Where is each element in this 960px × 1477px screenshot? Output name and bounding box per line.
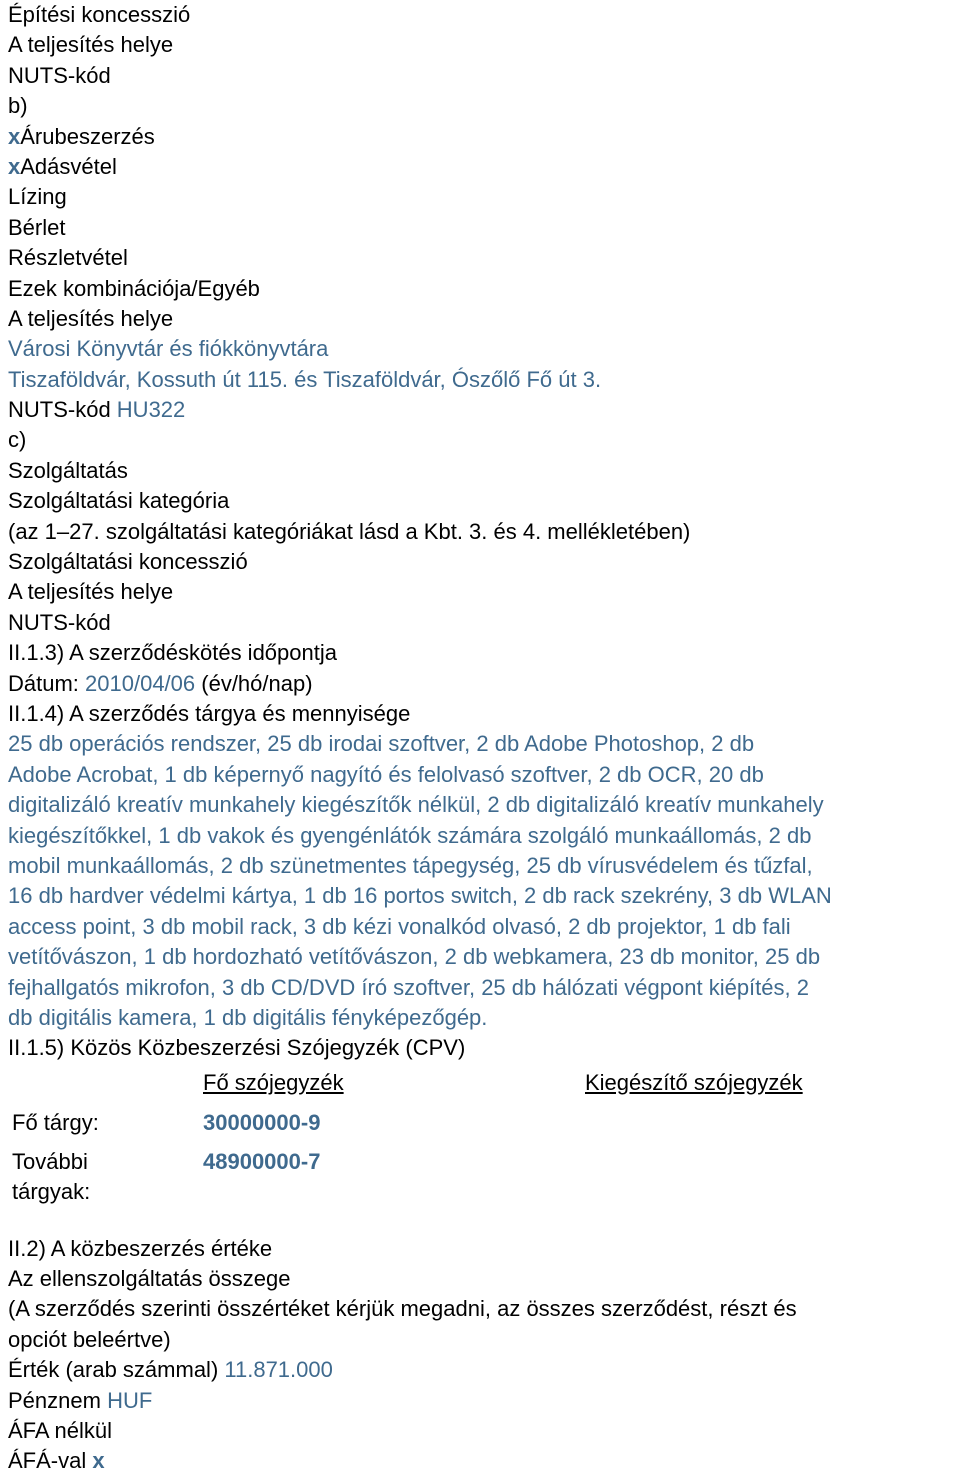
text-line: c) — [8, 427, 27, 453]
check-mark: x — [8, 123, 21, 149]
date-value: 2010/04/06 — [85, 670, 196, 696]
nuts-line — [8, 395, 960, 425]
vat-with-label: ÁFÁ-val — [8, 1448, 93, 1474]
location-line: Tiszaföldvár, Kossuth út 115. és Tiszaföldvár, Ószőlő Fő út 3. — [8, 366, 602, 392]
cpv-table — [8, 1064, 960, 1234]
checked-item — [8, 152, 960, 182]
text-line: A teljesítés helye — [8, 305, 174, 331]
date-label: Dátum: — [8, 670, 86, 696]
amount-line — [8, 1355, 960, 1385]
cpv-main-label: Fő tárgy: — [12, 1109, 99, 1135]
section-heading: II.2) A közbeszerzés értéke — [8, 1235, 273, 1261]
location-line: Városi Könyvtár és fiókkönyvtára — [8, 336, 329, 362]
text-line: NUTS-kód — [8, 62, 111, 88]
text-line: Szolgáltatás — [8, 457, 128, 483]
text-line: Az ellenszolgáltatás összege — [8, 1266, 291, 1292]
check-mark: x — [92, 1448, 105, 1474]
subject-description — [8, 729, 958, 1033]
check-mark: x — [8, 153, 21, 179]
text-line: Lízing — [8, 184, 67, 210]
subject-line: access point, 3 db mobil rack, 3 db kézi vonalkód olvasó, 2 db projektor, 1 db fali — [8, 913, 791, 939]
currency-label: Pénznem — [8, 1387, 108, 1413]
subject-line: db digitális kamera, 1 db digitális fényképezőgép. — [8, 1004, 488, 1030]
text-line: opciót beleértve) — [8, 1326, 171, 1352]
text-line: NUTS-kód — [8, 609, 111, 635]
vat-line — [8, 1446, 960, 1476]
cpv-more-label: További — [12, 1148, 88, 1174]
cpv-more-code: 48900000-7 — [203, 1148, 321, 1174]
cpv-more-label: tárgyak: — [12, 1178, 91, 1204]
section-heading: II.1.3) A szerződéskötés időpontja — [8, 640, 337, 666]
text-line: Szolgáltatási kategória — [8, 488, 230, 514]
text-line: ÁFA nélkül — [8, 1418, 112, 1444]
text-line: (A szerződés szerinti összértéket kérjük megadni, az összes szerződést, részt és — [8, 1296, 797, 1322]
text-line: A teljesítés helye — [8, 579, 174, 605]
subject-line: fejhallgatós mikrofon, 3 db CD/DVD író szoftver, 25 db hálózati végpont kiépítés, 2 — [8, 974, 809, 1000]
checked-item-label: Adásvétel — [20, 153, 117, 179]
text-line: Építési koncesszió — [8, 2, 191, 27]
text-line: Részletvétel — [8, 245, 128, 271]
text-line: Szolgáltatási koncesszió — [8, 549, 248, 575]
subject-line: Adobe Acrobat, 1 db képernyő nagyító és felolvasó szoftver, 2 db OCR, 20 db — [8, 761, 764, 787]
date-suffix: (év/hó/nap) — [195, 670, 313, 696]
cpv-main-code: 30000000-9 — [203, 1109, 321, 1135]
subject-line: mobil munkaállomás, 2 db szünetmentes tápegység, 25 db vírusvédelem és tűzfal, — [8, 852, 813, 878]
cpv-col-main: Fő szójegyzék — [203, 1069, 344, 1095]
checked-item — [8, 122, 960, 152]
amount-value: 11.871.000 — [224, 1357, 333, 1383]
subject-line: digitalizáló kreatív munkahely kiegészítők nélkül, 2 db digitalizáló kreatív munkahely — [8, 792, 824, 818]
subject-line: kiegészítőkkel, 1 db vakok és gyengénlátók számára szolgáló munkaállomás, 2 db — [8, 822, 812, 848]
currency-line — [8, 1386, 960, 1416]
date-line — [8, 669, 960, 699]
cpv-col-extra: Kiegészítő szójegyzék — [585, 1069, 803, 1095]
section-heading: II.1.4) A szerződés tárgya és mennyisége — [8, 700, 411, 726]
subject-line: 25 db operációs rendszer, 25 db irodai szoftver, 2 db Adobe Photoshop, 2 db — [8, 731, 755, 757]
nuts-value: HU322 — [116, 397, 186, 423]
text-line: (az 1–27. szolgáltatási kategóriákat lásd a Kbt. 3. és 4. mellékletében) — [8, 518, 691, 544]
text-line: Ezek kombinációja/Egyéb — [8, 275, 260, 301]
text-line: b) — [8, 93, 28, 119]
nuts-label: NUTS-kód — [8, 397, 117, 423]
checked-item-label: Árubeszerzés — [20, 123, 155, 149]
subject-line: vetítővászon, 1 db hordozható vetítővászon, 2 db webkamera, 23 db monitor, 25 db — [8, 944, 821, 970]
text-line: A teljesítés helye — [8, 32, 174, 58]
text-line: Bérlet — [8, 214, 66, 240]
amount-label: Érték (arab számmal) — [8, 1357, 225, 1383]
section-heading: II.1.5) Közös Közbeszerzési Szójegyzék (CPV) — [8, 1035, 466, 1061]
currency-value: HUF — [107, 1387, 153, 1413]
subject-line: 16 db hardver védelmi kártya, 1 db 16 portos switch, 2 db rack szekrény, 3 db WLAN — [8, 883, 832, 909]
